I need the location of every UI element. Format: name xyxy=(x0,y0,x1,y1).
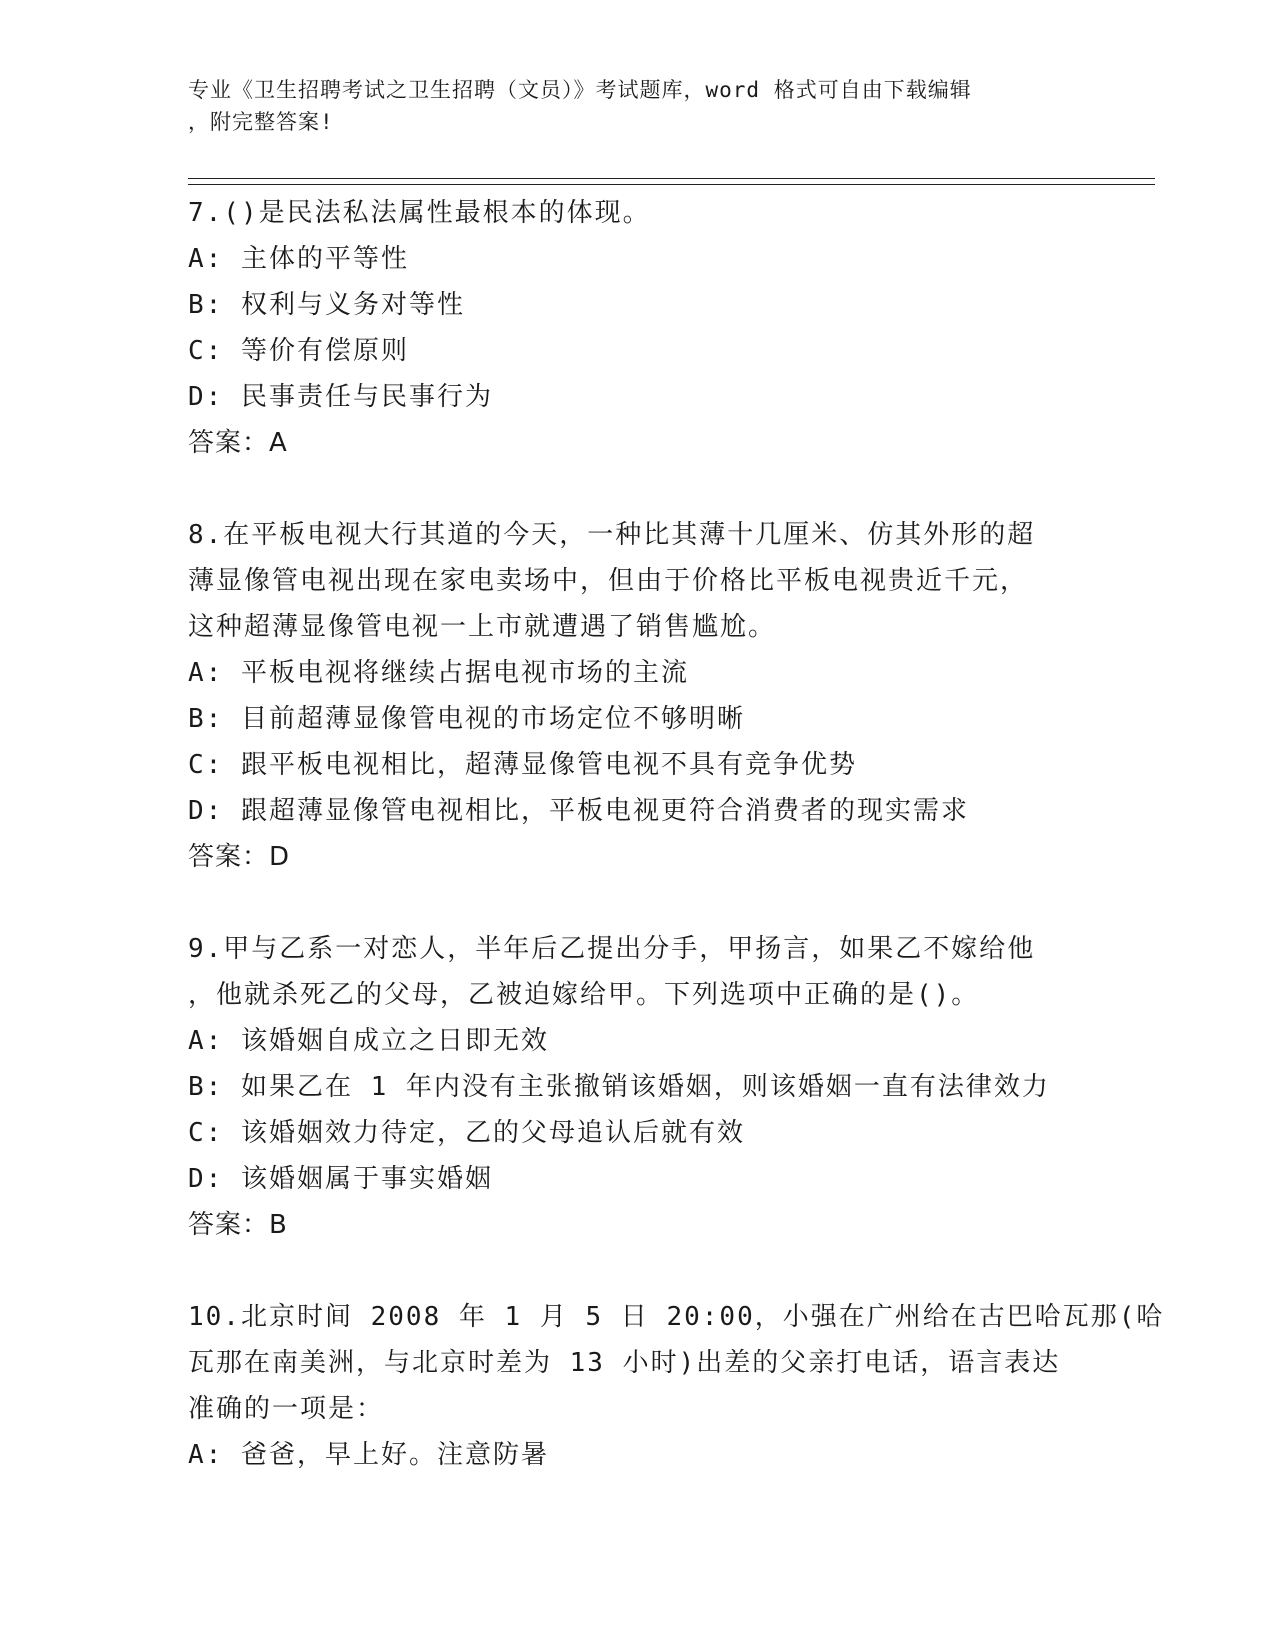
question-stem: 10.北京时间 2008 年 1 月 5 日 20:00，小强在广州给在古巴哈瓦那(哈 xyxy=(188,1302,1165,1332)
option-a: A: 爸爸，早上好。注意防暑 xyxy=(188,1440,549,1470)
question-stem: 8.在平板电视大行其道的今天，一种比其薄十几厘米、仿其外形的超 xyxy=(188,520,1036,550)
option-b: B: 如果乙在 1 年内没有主张撤销该婚姻，则该婚姻一直有法律效力 xyxy=(188,1072,1050,1102)
header-divider xyxy=(188,184,1155,185)
option-a: A: 该婚姻自成立之日即无效 xyxy=(188,1026,549,1056)
option-d: D: 该婚姻属于事实婚姻 xyxy=(188,1164,493,1194)
question-item xyxy=(188,1294,1165,1478)
header-line: ，附完整答案! xyxy=(188,110,334,134)
answer-text: 答案：A xyxy=(188,428,288,458)
question-item xyxy=(188,926,1088,1248)
question-item xyxy=(188,190,1088,466)
option-c: C: 跟平板电视相比，超薄显像管电视不具有竞争优势 xyxy=(188,750,857,780)
option-b: B: 目前超薄显像管电视的市场定位不够明晰 xyxy=(188,704,745,734)
question-stem: 9.甲与乙系一对恋人，半年后乙提出分手，甲扬言，如果乙不嫁给他 xyxy=(188,934,1036,964)
option-d: D: 民事责任与民事行为 xyxy=(188,382,493,412)
answer-text: 答案：D xyxy=(188,842,291,872)
option-a: A: 平板电视将继续占据电视市场的主流 xyxy=(188,658,689,688)
question-stem: 瓦那在南美洲，与北京时差为 13 小时)出差的父亲打电话，语言表达 xyxy=(188,1348,1061,1378)
question-stem: ，他就杀死乙的父母，乙被迫嫁给甲。下列选项中正确的是()。 xyxy=(188,980,980,1010)
question-item xyxy=(188,512,1088,880)
option-c: C: 该婚姻效力待定，乙的父母追认后就有效 xyxy=(188,1118,745,1148)
question-stem: 这种超薄显像管电视一上市就遭遇了销售尴尬。 xyxy=(188,612,777,642)
option-d: D: 跟超薄显像管电视相比，平板电视更符合消费者的现实需求 xyxy=(188,796,969,826)
question-stem: 准确的一项是： xyxy=(188,1394,385,1424)
header-divider xyxy=(188,178,1155,179)
page-header xyxy=(188,74,1068,138)
option-b: B: 权利与义务对等性 xyxy=(188,290,465,320)
answer-text: 答案：B xyxy=(188,1210,288,1240)
option-a: A: 主体的平等性 xyxy=(188,244,409,274)
option-c: C: 等价有偿原则 xyxy=(188,336,409,366)
question-stem: 薄显像管电视出现在家电卖场中，但由于价格比平板电视贵近千元， xyxy=(188,566,1029,596)
header-line: 专业《卫生招聘考试之卫生招聘（文员）》考试题库，word 格式可自由下载编辑 xyxy=(188,78,972,102)
question-list xyxy=(188,190,1165,1524)
question-stem: 7.()是民法私法属性最根本的体现。 xyxy=(188,198,651,228)
